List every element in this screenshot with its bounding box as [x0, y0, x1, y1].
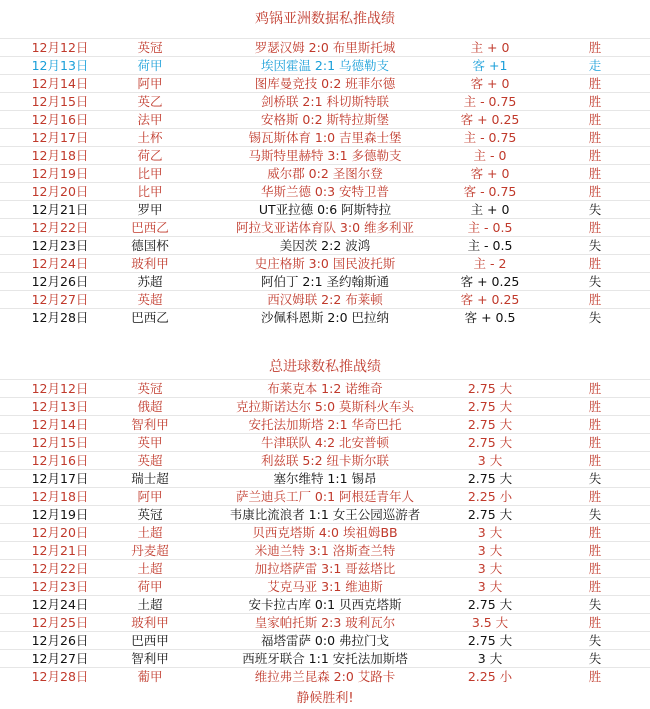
- table-row: [0, 200, 650, 219]
- row-result: 胜: [588, 525, 602, 540]
- row-result: 胜: [588, 148, 602, 163]
- row-result: 胜: [588, 399, 602, 414]
- row-result: 胜: [588, 669, 602, 684]
- row-tip: 2.75 大: [467, 399, 513, 414]
- table-row: [0, 182, 650, 201]
- row-league: 智利甲: [131, 417, 169, 432]
- row-date: 12月22日: [31, 220, 89, 235]
- asian-title: 鸡锅亚洲数据私推战绩: [255, 11, 395, 27]
- row-date: 12月20日: [31, 525, 89, 540]
- row-tip: 主 - 0.75: [463, 130, 517, 145]
- table-row: [0, 667, 650, 686]
- table-row: [0, 505, 650, 524]
- row-match: 威尔郡 0:2 圣图尔登: [267, 166, 383, 181]
- row-match: 布莱克本 1:2 诺维奇: [267, 381, 383, 396]
- row-match: 塞尔维特 1:1 锡昂: [273, 471, 377, 486]
- row-match: 安托法加斯塔 2:1 华奇巴托: [248, 417, 402, 432]
- row-league: 土超: [137, 525, 163, 540]
- table-row: [0, 272, 650, 291]
- row-result: 胜: [588, 543, 602, 558]
- row-league: 玻利甲: [131, 615, 169, 630]
- table-row: [0, 559, 650, 578]
- row-date: 12月24日: [31, 256, 89, 271]
- row-date: 12月28日: [31, 310, 89, 325]
- row-league: 瑞士超: [131, 471, 169, 486]
- table-row: [0, 469, 650, 488]
- row-tip: 主 - 0.5: [467, 238, 513, 253]
- row-result: 胜: [588, 579, 602, 594]
- table-row: [0, 290, 650, 309]
- row-result: 失: [588, 238, 602, 253]
- row-date: 12月16日: [31, 112, 89, 127]
- row-tip: 主 - 2: [473, 256, 507, 271]
- row-tip: 2.75 大: [467, 435, 513, 450]
- table-row: [0, 254, 650, 273]
- row-tip: 2.75 大: [467, 381, 513, 396]
- table-row: [0, 38, 650, 57]
- row-result: 胜: [588, 435, 602, 450]
- table-row: [0, 577, 650, 596]
- row-tip: 客 + 0: [470, 166, 510, 181]
- row-date: 12月19日: [31, 166, 89, 181]
- row-result: 胜: [588, 561, 602, 576]
- row-match: 米迪兰特 3:1 洛斯查兰特: [254, 543, 396, 558]
- row-league: 比甲: [137, 184, 163, 199]
- row-league: 土超: [137, 597, 163, 612]
- table-row: [0, 433, 650, 452]
- row-match: 史庄格斯 3:0 国民波托斯: [254, 256, 396, 271]
- row-date: 12月20日: [31, 184, 89, 199]
- row-league: 土超: [137, 561, 163, 576]
- table-row: [0, 613, 650, 632]
- row-match: 剑桥联 2:1 科切斯特联: [260, 94, 390, 109]
- row-result: 胜: [588, 489, 602, 504]
- table-row: [0, 379, 650, 398]
- row-date: 12月22日: [31, 561, 89, 576]
- row-league: 俄超: [137, 399, 163, 414]
- row-tip: 3.5 大: [471, 615, 509, 630]
- row-result: 胜: [588, 615, 602, 630]
- row-league: 英乙: [137, 94, 163, 109]
- row-date: 12月24日: [31, 597, 89, 612]
- row-date: 12月28日: [31, 669, 89, 684]
- row-tip: 3 大: [477, 651, 503, 666]
- row-result: 失: [588, 507, 602, 522]
- row-league: 法甲: [137, 112, 163, 127]
- row-league: 英冠: [137, 381, 163, 396]
- row-result: 胜: [588, 130, 602, 145]
- row-tip: 3 大: [477, 561, 503, 576]
- row-league: 罗甲: [137, 202, 163, 217]
- table-row: [0, 218, 650, 237]
- table-row: [0, 415, 650, 434]
- row-tip: 2.25 小: [467, 669, 513, 684]
- row-date: 12月13日: [31, 58, 89, 73]
- row-league: 荷甲: [137, 579, 163, 594]
- row-result: 胜: [588, 40, 602, 55]
- row-tip: 主 - 0: [473, 148, 507, 163]
- row-league: 英超: [137, 292, 163, 307]
- table-row: [0, 397, 650, 416]
- row-tip: 客 + 0.25: [460, 112, 520, 127]
- row-date: 12月15日: [31, 435, 89, 450]
- row-match: 安卡拉古库 0:1 贝西克塔斯: [248, 597, 402, 612]
- row-tip: 客 - 0.75: [463, 184, 517, 199]
- row-league: 阿甲: [137, 489, 163, 504]
- table-row: [0, 74, 650, 93]
- row-league: 英超: [137, 453, 163, 468]
- row-match: 萨兰迪兵工厂 0:1 阿根廷青年人: [235, 489, 415, 504]
- row-date: 12月17日: [31, 130, 89, 145]
- row-result: 胜: [588, 292, 602, 307]
- row-tip: 客 + 0.25: [460, 292, 520, 307]
- row-league: 荷甲: [137, 58, 163, 73]
- row-result: 胜: [588, 381, 602, 396]
- row-date: 12月27日: [31, 651, 89, 666]
- row-match: 克拉斯诺达尔 5:0 莫斯科火车头: [235, 399, 415, 414]
- row-date: 12月18日: [31, 489, 89, 504]
- row-league: 苏超: [137, 274, 163, 289]
- row-match: 埃因霍温 2:1 乌德勒支: [260, 58, 390, 73]
- row-match: 安格斯 0:2 斯特拉斯堡: [260, 112, 390, 127]
- row-result: 失: [588, 202, 602, 217]
- row-tip: 主 - 0.5: [467, 220, 513, 235]
- row-date: 12月23日: [31, 238, 89, 253]
- row-result: 胜: [588, 453, 602, 468]
- row-match: 西班牙联合 1:1 安托法加斯塔: [242, 651, 408, 666]
- row-date: 12月12日: [31, 381, 89, 396]
- row-tip: 2.75 大: [467, 417, 513, 432]
- row-date: 12月13日: [31, 399, 89, 414]
- row-match: 韦康比流浪者 1:1 女王公园巡游者: [229, 507, 421, 522]
- table-row: [0, 308, 650, 327]
- row-match: UT亚拉德 0:6 阿斯特拉: [258, 202, 392, 217]
- row-result: 失: [588, 310, 602, 325]
- row-league: 土杯: [137, 130, 163, 145]
- row-league: 巴西乙: [131, 310, 169, 325]
- row-match: 西汉姆联 2:2 布莱顿: [267, 292, 383, 307]
- row-tip: 主 - 0.75: [463, 94, 517, 109]
- row-tip: 客 +1: [472, 58, 508, 73]
- table-row: [0, 541, 650, 560]
- table-row: [0, 110, 650, 129]
- table-row: [0, 56, 650, 75]
- row-date: 12月14日: [31, 76, 89, 91]
- row-league: 比甲: [137, 166, 163, 181]
- row-date: 12月14日: [31, 417, 89, 432]
- table-row: [0, 487, 650, 506]
- row-result: 失: [588, 633, 602, 648]
- row-result: 胜: [588, 184, 602, 199]
- table-row: [0, 523, 650, 542]
- row-date: 12月23日: [31, 579, 89, 594]
- row-league: 德国杯: [131, 238, 169, 253]
- row-match: 福塔雷萨 0:0 弗拉门戈: [260, 633, 390, 648]
- row-result: 胜: [588, 112, 602, 127]
- row-date: 12月16日: [31, 453, 89, 468]
- row-league: 玻利甲: [131, 256, 169, 271]
- row-date: 12月26日: [31, 274, 89, 289]
- row-result: 胜: [588, 76, 602, 91]
- row-tip: 主 + 0: [470, 40, 510, 55]
- row-league: 阿甲: [137, 76, 163, 91]
- row-tip: 2.75 大: [467, 597, 513, 612]
- row-league: 巴西甲: [131, 633, 169, 648]
- row-league: 英甲: [137, 435, 163, 450]
- row-tip: 客 + 0.5: [464, 310, 516, 325]
- row-match: 阿伯丁 2:1 圣约翰斯通: [260, 274, 390, 289]
- table-row: [0, 236, 650, 255]
- row-tip: 主 + 0: [470, 202, 510, 217]
- row-result: 胜: [588, 417, 602, 432]
- row-league: 智利甲: [131, 651, 169, 666]
- row-match: 沙佩科恩斯 2:0 巴拉纳: [260, 310, 390, 325]
- row-tip: 客 + 0: [470, 76, 510, 91]
- row-match: 阿拉戈亚诺体育队 3:0 维多利亚: [235, 220, 415, 235]
- row-result: 失: [588, 597, 602, 612]
- row-match: 维拉弗兰昆森 2:0 艾路卡: [254, 669, 396, 684]
- row-league: 荷乙: [137, 148, 163, 163]
- row-match: 锡瓦斯体育 1:0 吉里森士堡: [248, 130, 402, 145]
- row-tip: 2.75 大: [467, 507, 513, 522]
- row-date: 12月12日: [31, 40, 89, 55]
- row-result: 失: [588, 651, 602, 666]
- row-date: 12月18日: [31, 148, 89, 163]
- row-match: 罗瑟汉姆 2:0 布里斯托城: [254, 40, 396, 55]
- row-tip: 3 大: [477, 579, 503, 594]
- table-row: [0, 128, 650, 147]
- table-row: [0, 451, 650, 470]
- row-result: 胜: [588, 220, 602, 235]
- row-match: 马斯特里赫特 3:1 多德勒支: [248, 148, 402, 163]
- row-league: 英冠: [137, 40, 163, 55]
- table-row: [0, 164, 650, 183]
- table-row: [0, 146, 650, 165]
- row-result: 胜: [588, 256, 602, 271]
- row-match: 利兹联 5:2 纽卡斯尔联: [260, 453, 390, 468]
- row-match: 加拉塔萨雷 3:1 哥兹塔比: [254, 561, 396, 576]
- goals-title: 总进球数私推战绩: [269, 359, 381, 375]
- row-tip: 3 大: [477, 453, 503, 468]
- row-match: 艾克马亚 3:1 维迪斯: [267, 579, 383, 594]
- row-match: 华斯兰德 0:3 安特卫普: [260, 184, 390, 199]
- row-result: 失: [588, 471, 602, 486]
- row-date: 12月27日: [31, 292, 89, 307]
- row-date: 12月25日: [31, 615, 89, 630]
- row-match: 贝西克塔斯 4:0 埃祖姆BB: [252, 525, 398, 540]
- row-date: 12月15日: [31, 94, 89, 109]
- row-tip: 2.75 大: [467, 471, 513, 486]
- row-tip: 2.75 大: [467, 633, 513, 648]
- row-date: 12月21日: [31, 543, 89, 558]
- row-date: 12月21日: [31, 202, 89, 217]
- row-result: 胜: [588, 94, 602, 109]
- table-row: [0, 595, 650, 614]
- row-league: 英冠: [137, 507, 163, 522]
- row-date: 12月19日: [31, 507, 89, 522]
- table-row: [0, 92, 650, 111]
- row-date: 12月17日: [31, 471, 89, 486]
- row-result: 失: [588, 274, 602, 289]
- row-tip: 客 + 0.25: [460, 274, 520, 289]
- table-row: [0, 649, 650, 668]
- row-league: 丹麦超: [131, 543, 169, 558]
- row-result: 走: [588, 58, 602, 73]
- row-match: 美因茨 2:2 波鸿: [279, 238, 371, 253]
- row-tip: 2.25 小: [467, 489, 513, 504]
- row-result: 胜: [588, 166, 602, 181]
- row-tip: 3 大: [477, 525, 503, 540]
- table-row: [0, 631, 650, 650]
- row-tip: 3 大: [477, 543, 503, 558]
- row-league: 葡甲: [137, 669, 163, 684]
- row-date: 12月26日: [31, 633, 89, 648]
- row-match: 皇家帕托斯 2:3 玻利瓦尔: [254, 615, 396, 630]
- row-match: 图库曼竞技 0:2 班菲尔德: [254, 76, 396, 91]
- row-league: 巴西乙: [131, 220, 169, 235]
- footer-slogan: 静候胜利!: [296, 691, 354, 706]
- row-match: 牛津联队 4:2 北安普顿: [260, 435, 390, 450]
